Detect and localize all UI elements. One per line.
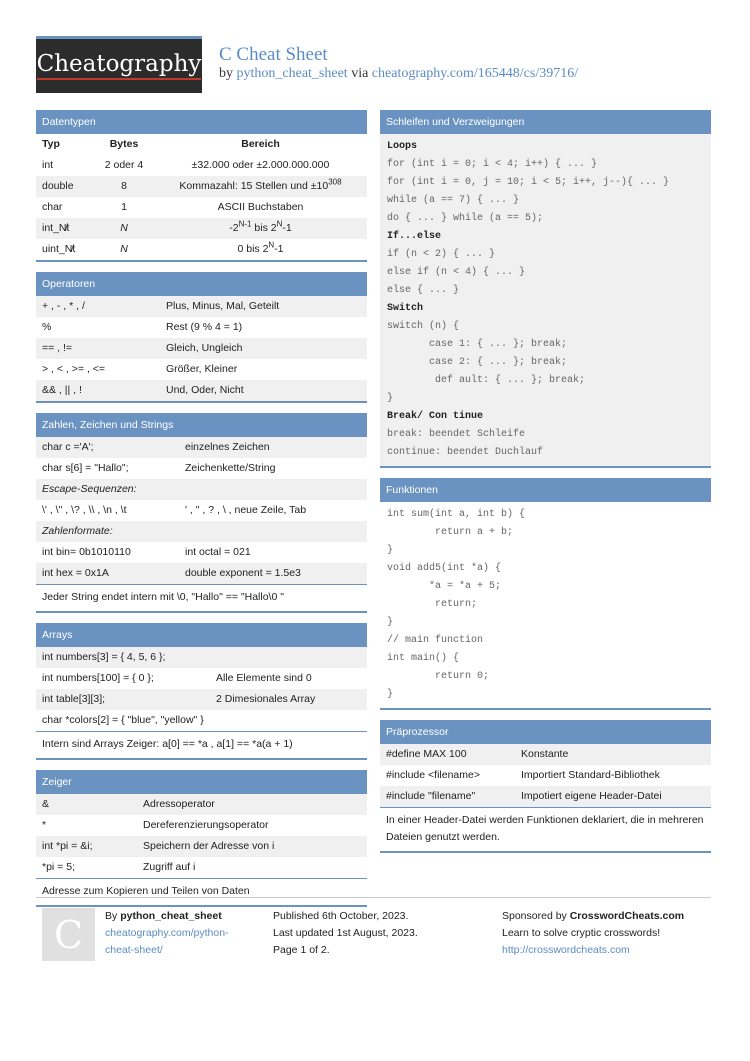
cell-code: char c ='A';: [42, 441, 94, 453]
cell-code: int numbers[100] = { 0 };: [42, 672, 154, 684]
code-heading: Switch: [387, 303, 424, 314]
cell-code: *: [42, 819, 47, 831]
footer-author: [105, 908, 229, 959]
section-title: Schleifen und Verzweigungen: [380, 110, 711, 134]
header-bereich: Bereich: [241, 138, 280, 150]
code-line: break: beendet Schleife: [387, 429, 526, 440]
table-row: [36, 542, 367, 563]
cell-desc: Alle Elemente sind 0: [216, 672, 312, 684]
bereich-sup: N-1: [238, 219, 252, 229]
section-note: In einer Header-Datei werden Funktionen deklariert, die in mehreren Dateien genutzt werden.: [380, 807, 711, 851]
cell-code: int numbers[3] = { 4, 5, 6 };: [42, 651, 166, 663]
code-line: if (n < 2) { ... }: [387, 249, 496, 260]
cell-typ: int: [42, 159, 54, 171]
table-row: [380, 765, 711, 786]
section-funktionen: [380, 478, 711, 710]
table-row: [36, 815, 367, 836]
code-line: int main() {: [387, 653, 460, 664]
bereich-sup: 308: [328, 177, 342, 187]
code-line: def ault: { ... }; break;: [387, 375, 586, 386]
cell-bereich: [154, 218, 367, 239]
cell-code: int *pi = &i;: [42, 840, 93, 852]
cell-code: int bin= 0b1010110: [42, 546, 131, 558]
section-title: Datentypen: [36, 110, 367, 134]
code-line: }: [387, 393, 394, 404]
table-row: [36, 710, 367, 731]
section-note: Jeder String endet intern mit \0, "Hallo" == "Hallo\0 ": [36, 584, 367, 611]
author-link[interactable]: python_cheat_sheet: [236, 66, 348, 81]
cell-desc: Zugriff auf i: [143, 861, 196, 873]
table-row: [36, 218, 367, 239]
byline-by: by: [219, 66, 233, 81]
cell-desc: Und, Oder, Nicht: [166, 384, 244, 396]
footer: [36, 897, 711, 968]
header-typ: Typ: [42, 138, 60, 150]
code-line: return a + b;: [387, 527, 514, 538]
section-note: Intern sind Arrays Zeiger: a[0] == *a , a[1] == *a(a + 1): [36, 731, 367, 758]
bereich-pre: 0 bis 2: [237, 243, 269, 255]
table-row: [36, 338, 367, 359]
cell-desc: 2 Dimesionales Array: [216, 693, 316, 705]
sponsor-link[interactable]: http://crosswordcheats.com: [502, 944, 630, 956]
table-row: [36, 647, 367, 668]
sponsor-name[interactable]: CrosswordCheats.com: [569, 910, 685, 922]
author-avatar[interactable]: [42, 908, 95, 961]
cell-desc: Speichern der Adresse von i: [143, 840, 275, 852]
footer-by: By: [105, 910, 118, 922]
section-title: Präprozessor: [380, 720, 711, 744]
code-line: }: [387, 689, 394, 700]
table-row: [36, 239, 367, 260]
table-row: [36, 668, 367, 689]
cell-desc: Adressoperator: [143, 798, 215, 810]
cell-bytes: 8: [121, 180, 127, 192]
footer-author-link[interactable]: cheatography.com/python-: [105, 927, 229, 939]
cell-code: \' , \" , \? , \\ , \n , \t: [42, 504, 127, 516]
cell-desc: Konstante: [521, 748, 569, 760]
cell-code: int octal = 021: [185, 546, 251, 558]
cell-op: > , < , >= , <=: [42, 363, 106, 375]
sponsored-by: Sponsored by: [502, 910, 567, 922]
cell-bytes: N: [120, 243, 128, 255]
code-line: return 0;: [387, 671, 490, 682]
section-title: Funktionen: [380, 478, 711, 502]
code-line: while (a == 7) { ... }: [387, 195, 520, 206]
bereich-sup: N: [276, 219, 283, 229]
cell-op: + , - , * , /: [42, 300, 85, 312]
cell-code: int table[3][3];: [42, 693, 106, 705]
code-line: }: [387, 617, 394, 628]
section-title: Zahlen, Zeichen und Strings: [36, 413, 367, 437]
cell-bytes: N: [120, 222, 128, 234]
bereich-sup: N: [268, 240, 275, 250]
cell-bytes: 2 oder 4: [104, 159, 144, 171]
bereich-mid: bis 2: [251, 222, 277, 234]
section-operatoren: [36, 272, 367, 403]
section-zeiger: [36, 770, 367, 907]
page-number: Page 1 of 2.: [273, 944, 330, 956]
table-row: [36, 176, 367, 197]
code-line: *a = *a + 5;: [387, 581, 502, 592]
table-row: [36, 317, 367, 338]
section-title: Operatoren: [36, 272, 367, 296]
table-row: [36, 794, 367, 815]
table-row: [36, 380, 367, 401]
section-title: Arrays: [36, 623, 367, 647]
code-line: case 1: { ... }; break;: [387, 339, 568, 350]
cell-typ: uint_N̸t: [42, 243, 76, 255]
cell-bytes: 1: [121, 201, 127, 213]
code-line: case 2: { ... }; break;: [387, 357, 568, 368]
bereich-pre: -2: [229, 222, 239, 234]
cheatography-logo[interactable]: [36, 36, 202, 93]
table-row: [380, 744, 711, 765]
table-row: [36, 155, 367, 176]
cell-desc: Importiert Standard-Bibliothek: [521, 769, 660, 781]
table-row: [36, 689, 367, 710]
footer-sponsor: [502, 908, 684, 959]
cell-bereich: ASCII Buchstaben: [217, 201, 304, 213]
footer-dates: [273, 908, 418, 959]
code-line: for (int i = 0; i < 4; i++) { ... }: [387, 159, 598, 170]
header-bytes: Bytes: [109, 138, 139, 150]
updated-date: Last updated 1st August, 2023.: [273, 927, 418, 939]
section-praeprozessor: [380, 720, 711, 853]
code-line: switch (n) {: [387, 321, 460, 332]
code-line: else if (n < 4) { ... }: [387, 267, 526, 278]
subheading-zahlenformate: Zahlenformate:: [42, 525, 113, 537]
cell-desc: Zeichenkette/String: [185, 462, 276, 474]
cell-desc: Rest (9 % 4 = 1): [166, 321, 243, 333]
cell-code: *pi = 5;: [42, 861, 75, 873]
cell-op: %: [42, 321, 52, 333]
section-datentypen: [36, 110, 367, 262]
section-title: Zeiger: [36, 770, 367, 794]
cell-desc: Dereferenzierungsoperator: [143, 819, 269, 831]
cell-typ: int_N̸t: [42, 222, 70, 234]
code-line: void add5(int *a) {: [387, 563, 502, 574]
sponsor-tagline: Learn to solve cryptic crosswords!: [502, 927, 661, 939]
cell-typ: char: [42, 201, 63, 213]
table-row: [36, 437, 367, 458]
table-row: [36, 563, 367, 584]
byline: [219, 66, 578, 82]
published-date: Published 6th October, 2023.: [273, 910, 409, 922]
subheading-escape: Escape-Sequenzen:: [42, 483, 137, 495]
right-column: [380, 110, 711, 863]
table-row: [36, 197, 367, 218]
code-line: do { ... } while (a == 5);: [387, 213, 544, 224]
section-schleifen: [380, 110, 711, 468]
code-line: for (int i = 0, j = 10; i < 5; i++, j--){ ... }: [387, 177, 670, 188]
cell-op: && , || , !: [42, 384, 82, 396]
table-row: [380, 786, 711, 807]
avatar-letter: C: [53, 912, 84, 957]
cell-code: #define MAX 100: [386, 748, 467, 760]
footer-author-link-cont[interactable]: cheat-sheet/: [105, 944, 163, 956]
bereich-post: -1: [274, 243, 284, 255]
cell-desc: einzelnes Zeichen: [185, 441, 270, 453]
cell-bereich: ±32.000 oder ±2.000.000.000: [191, 159, 330, 171]
footer-author-name[interactable]: python_cheat_sheet: [120, 910, 222, 922]
bereich-post: -1: [282, 222, 292, 234]
table-row: [36, 359, 367, 380]
cell-bereich: [154, 239, 367, 260]
code-line: return;: [387, 599, 478, 610]
cell-code: double exponent = 1.5e3: [185, 567, 301, 579]
cell-bereich: [154, 176, 367, 197]
table-row: [36, 296, 367, 317]
cell-desc: Plus, Minus, Mal, Geteilt: [166, 300, 280, 312]
cell-op: == , !=: [42, 342, 73, 354]
byline-via: via: [351, 66, 369, 81]
table-row: [36, 857, 367, 878]
code-heading: If...else: [387, 231, 442, 242]
left-column: [36, 110, 367, 917]
sheet-url-link[interactable]: cheatography.com/165448/cs/39716/: [371, 66, 579, 81]
page-title: C Cheat Sheet: [219, 44, 328, 65]
section-arrays: [36, 623, 367, 760]
code-line: // main function: [387, 635, 484, 646]
cell-desc: Größer, Kleiner: [166, 363, 238, 375]
cell-code: char *colors[2] = { "blue", "yellow" }: [42, 714, 204, 726]
cell-code: &: [42, 798, 50, 810]
cell-desc: ' , " , ? , \ , neue Zeile, Tab: [185, 504, 307, 516]
table-row: [36, 479, 367, 500]
code-line: else { ... }: [387, 285, 460, 296]
section-zahlen-zeichen-strings: [36, 413, 367, 613]
code-heading: Break/ Con tinue: [387, 411, 484, 422]
code-line: }: [387, 545, 394, 556]
code-line: int sum(int a, int b) {: [387, 509, 526, 520]
code-block: [380, 502, 711, 708]
cell-code: #include "filename": [386, 790, 476, 802]
cell-desc: Impotiert eigene Header-Datei: [521, 790, 662, 802]
logo-text: Cheatography: [37, 52, 202, 80]
code-line: continue: beendet Duchlauf: [387, 447, 544, 458]
section-note: Adresse zum Kopieren und Teilen von Daten: [36, 878, 367, 905]
code-heading: Loops: [387, 141, 418, 152]
table-row: [36, 500, 367, 521]
cell-code: #include <filename>: [386, 769, 480, 781]
code-block: [380, 134, 711, 466]
cell-code: int hex = 0x1A: [42, 567, 109, 579]
bereich-text: Kommazahl: 15 Stellen und ±10: [179, 180, 329, 192]
table-row: [36, 836, 367, 857]
cell-typ: double: [42, 180, 74, 192]
table-row: [36, 521, 367, 542]
table-row: [36, 458, 367, 479]
cell-code: char s[6] = "Hallo";: [42, 462, 129, 474]
table-header: [36, 134, 367, 155]
cell-desc: Gleich, Ungleich: [166, 342, 243, 354]
